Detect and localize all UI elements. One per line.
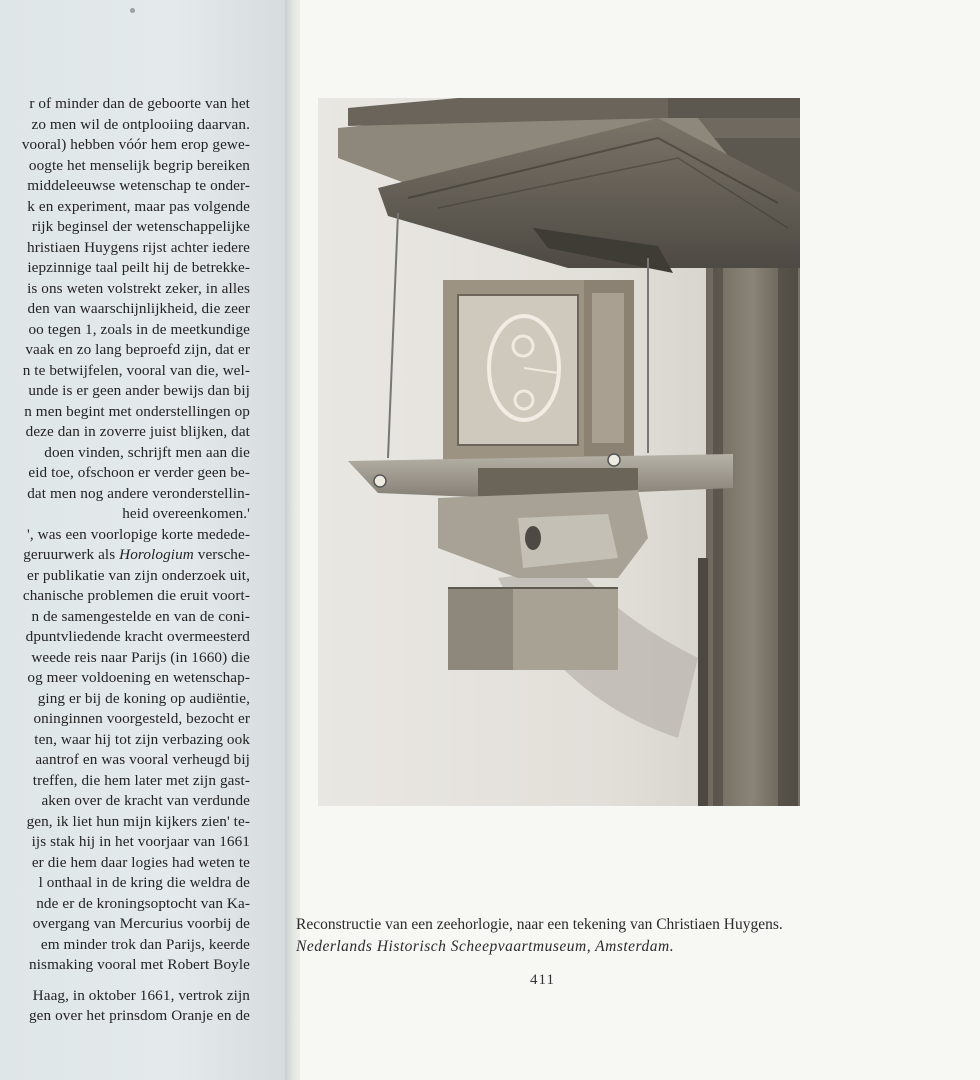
text-line: ', was een voorlopige korte medede- [27, 525, 250, 543]
text-line: unde is er geen ander bewijs dan bij [28, 382, 250, 399]
text-line: ten, waar hij tot zijn verbazing ook [34, 730, 250, 748]
text-line: is ons weten volstrekt zeker, in alles [27, 279, 250, 297]
text-line: hristiaen Huygens rijst achter iedere [27, 238, 250, 256]
page-number: 411 [530, 972, 555, 988]
text-line: Haag, in oktober 1661, vertrok zijn [32, 986, 250, 1004]
text-line: doen vinden, schrijft men aan die [44, 443, 250, 461]
text-fragment: geruurwerk als [23, 546, 120, 563]
text-line: vooral) hebben vóór hem erop gewe- [21, 136, 250, 153]
text-line: zo men wil de ontplooiing daarvan. [31, 115, 250, 133]
text-line: dat men nog andere veronderstellin- [27, 484, 250, 502]
text-line [0, 545, 250, 566]
text-line: gen over het prinsdom Oranje en de [28, 1007, 250, 1024]
text-line: er die hem daar logies had weten te [31, 853, 250, 871]
text-line: ijs stak hij in het voorjaar van 1661 [31, 833, 250, 850]
caption-title: Reconstructie van een zeehorlogie, naar een tekening van Christiaen Huygens. [296, 916, 783, 933]
text-line: er publikatie van zijn onderzoek uit, [27, 566, 250, 584]
text-line: den van waarschijnlijkheid, die zeer [27, 300, 250, 317]
text-line: gen, ik liet hun mijn kijkers zien' te- [26, 812, 250, 830]
text-line: treffen, die hem later met zijn gast- [32, 771, 250, 789]
text-line: l onthaal in de kring die weldra de [38, 874, 250, 891]
text-line: aken over de kracht van verdunde [41, 792, 250, 809]
text-line: n te betwijfelen, vooral van die, wel- [22, 361, 250, 379]
text-line: vaak en zo lang beproefd zijn, dat er [25, 341, 250, 358]
text-line: r of minder dan de geboorte van het [29, 95, 250, 112]
left-text-column [0, 94, 250, 1027]
text-line: nde er de kroningsoptocht van Ka- [36, 894, 250, 912]
text-line: overgang van Mercurius voorbij de [32, 915, 250, 932]
text-line: middeleeuwse wetenschap te onder- [27, 177, 250, 194]
text-line: em minder trok dan Parijs, keerde [40, 935, 250, 953]
text-line: oo tegen 1, zoals in de meetkundige [28, 320, 250, 338]
text-line: chanische problemen die eruit voort- [22, 587, 250, 604]
text-line: n men begint met onderstellingen op [24, 402, 250, 420]
text-line: og meer voldoening en wetenschap- [27, 669, 250, 686]
text-line: k en experiment, maar pas volgende [27, 197, 250, 215]
italic-title: Horologium [119, 546, 194, 563]
sea-clock-photo [318, 98, 800, 806]
text-line: heid overeenkomen.' [122, 505, 250, 522]
text-fragment: versche- [193, 546, 250, 563]
text-line: n de samengestelde en van de coni- [31, 607, 250, 625]
text-line: iepzinnige taal peilt hij de betrekke- [27, 259, 250, 276]
text-line: weede reis naar Parijs (in 1660) die [31, 648, 250, 666]
text-line: oogte het menselijk begrip bereiken [28, 156, 250, 174]
page-mark [130, 8, 135, 13]
text-line: nismaking vooral met Robert Boyle [29, 956, 250, 973]
figure-caption [296, 914, 916, 958]
text-line: dpuntvliedende kracht overmeesterd [25, 628, 250, 645]
left-page [0, 0, 293, 1080]
text-line: ging er bij de koning op audiëntie, [37, 689, 250, 707]
paragraph-gap [0, 976, 250, 986]
text-line: rijk beginsel der wetenschappelijke [31, 218, 250, 235]
text-line: deze dan in zoverre juist blijken, dat [25, 423, 250, 440]
caption-source: Nederlands Historisch Scheepvaartmuseum, Amsterdam. [296, 938, 675, 955]
text-line: eid toe, ofschoon er verder geen be- [28, 464, 250, 481]
text-line: aantrof en was vooral verheugd bij [35, 751, 250, 768]
text-line: oninginnen voorgesteld, bezocht er [33, 710, 250, 727]
